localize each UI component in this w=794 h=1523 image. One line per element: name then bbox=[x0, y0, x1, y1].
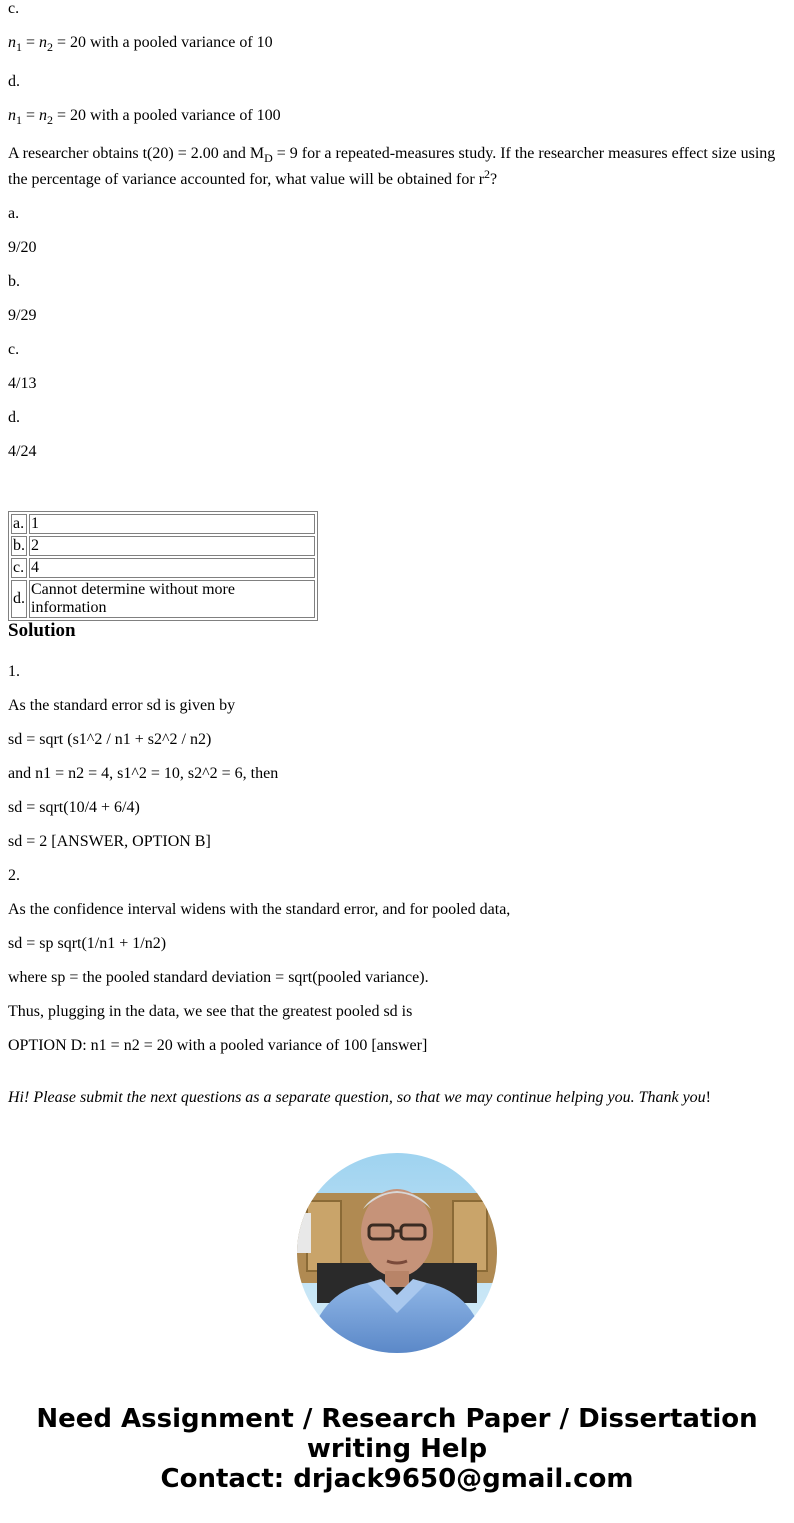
footer bbox=[0, 1404, 794, 1494]
solution-line: Thus, plugging in the data, we see that the greatest pooled sd is bbox=[8, 1003, 413, 1020]
option-d-label: d. bbox=[8, 73, 20, 90]
solution-line: where sp = the pooled standard deviation = sqrt(pooled variance). bbox=[8, 969, 429, 986]
question-part2: = 9 for a repeated-measures study. If the researcher measures effect size using the percentage of variance accounted for, what value will be obtained for r bbox=[8, 145, 776, 188]
table-row bbox=[11, 514, 315, 534]
table-row bbox=[11, 536, 315, 556]
footer-contact: Contact: drjack9650@gmail.com bbox=[160, 1464, 634, 1494]
question-option-label: b. bbox=[8, 273, 20, 290]
solution-line: As the standard error sd is given by bbox=[8, 697, 236, 714]
table-row bbox=[11, 558, 315, 578]
footer-line-1: Need Assignment / Research Paper / Dissertation bbox=[36, 1404, 758, 1434]
solution-line: OPTION D: n1 = n2 = 20 with a pooled variance of 100 [answer] bbox=[8, 1037, 428, 1054]
table-cell-value: 4 bbox=[29, 558, 315, 578]
solution-note-end: ! bbox=[705, 1089, 711, 1106]
question-option-label: a. bbox=[8, 205, 20, 222]
table-cell-label: d. bbox=[11, 580, 27, 618]
option-d-sub2: 2 bbox=[47, 113, 54, 127]
option-c-label: c. bbox=[8, 0, 20, 17]
option-d-n1: n bbox=[8, 107, 16, 124]
table-row bbox=[11, 580, 315, 618]
question-option-value: 9/29 bbox=[8, 307, 37, 324]
avatar-photo bbox=[297, 1153, 497, 1353]
table-cell-value: 1 bbox=[29, 514, 315, 534]
question-text bbox=[8, 141, 786, 193]
option-d-text bbox=[8, 107, 281, 125]
option-c-n1: n bbox=[8, 34, 16, 51]
question-sup-2: 2 bbox=[484, 167, 491, 181]
solution-line: 1. bbox=[8, 663, 20, 680]
question-option-value: 4/13 bbox=[8, 375, 37, 392]
solution-line: sd = 2 [ANSWER, OPTION B] bbox=[8, 833, 211, 850]
option-d-n2: n bbox=[39, 107, 48, 124]
solution-note bbox=[8, 1089, 711, 1107]
table-cell-value: 2 bbox=[29, 536, 315, 556]
option-d-eq: = bbox=[22, 107, 40, 124]
solution-line: and n1 = n2 = 4, s1^2 = 10, s2^2 = 6, then bbox=[8, 765, 279, 782]
question-option-value: 4/24 bbox=[8, 443, 37, 460]
solution-note-italic: Hi! Please submit the next questions as a separate question, so that we may continue helping you. Thank you bbox=[8, 1089, 706, 1106]
option-c-sub2: 2 bbox=[47, 40, 54, 54]
option-c-rest: = 20 with a pooled variance of 10 bbox=[53, 34, 273, 51]
footer-line-2: writing Help bbox=[306, 1434, 488, 1464]
question-part1: A researcher obtains t(20) = 2.00 and M bbox=[8, 145, 265, 162]
table-cell-label: b. bbox=[13, 537, 25, 554]
solution-line: sd = sqrt (s1^2 / n1 + s2^2 / n2) bbox=[8, 731, 212, 748]
solution-line: sd = sp sqrt(1/n1 + 1/n2) bbox=[8, 935, 167, 952]
solution-heading: Solution bbox=[8, 620, 76, 641]
solution-line: sd = sqrt(10/4 + 6/4) bbox=[8, 799, 140, 816]
question-option-label: d. bbox=[8, 409, 20, 426]
avatar bbox=[297, 1153, 497, 1353]
options-table bbox=[8, 511, 318, 621]
solution-line: As the confidence interval widens with the standard error, and for pooled data, bbox=[8, 901, 511, 918]
question-sub-d: D bbox=[264, 151, 273, 165]
option-c-eq: = bbox=[22, 34, 40, 51]
question-option-label: c. bbox=[8, 341, 20, 358]
table-cell-value: Cannot determine without more information bbox=[29, 580, 315, 618]
question-option-value: 9/20 bbox=[8, 239, 37, 256]
option-c-sub1: 1 bbox=[16, 40, 22, 54]
option-c-text bbox=[8, 34, 273, 52]
solution-line: 2. bbox=[8, 867, 20, 884]
option-c-n2: n bbox=[39, 34, 48, 51]
table-cell-label: c. bbox=[11, 558, 27, 578]
option-d-rest: = 20 with a pooled variance of 100 bbox=[53, 107, 281, 124]
option-d-sub1: 1 bbox=[16, 113, 22, 127]
table-cell-label: a. bbox=[11, 514, 27, 534]
question-part3: ? bbox=[490, 171, 498, 188]
